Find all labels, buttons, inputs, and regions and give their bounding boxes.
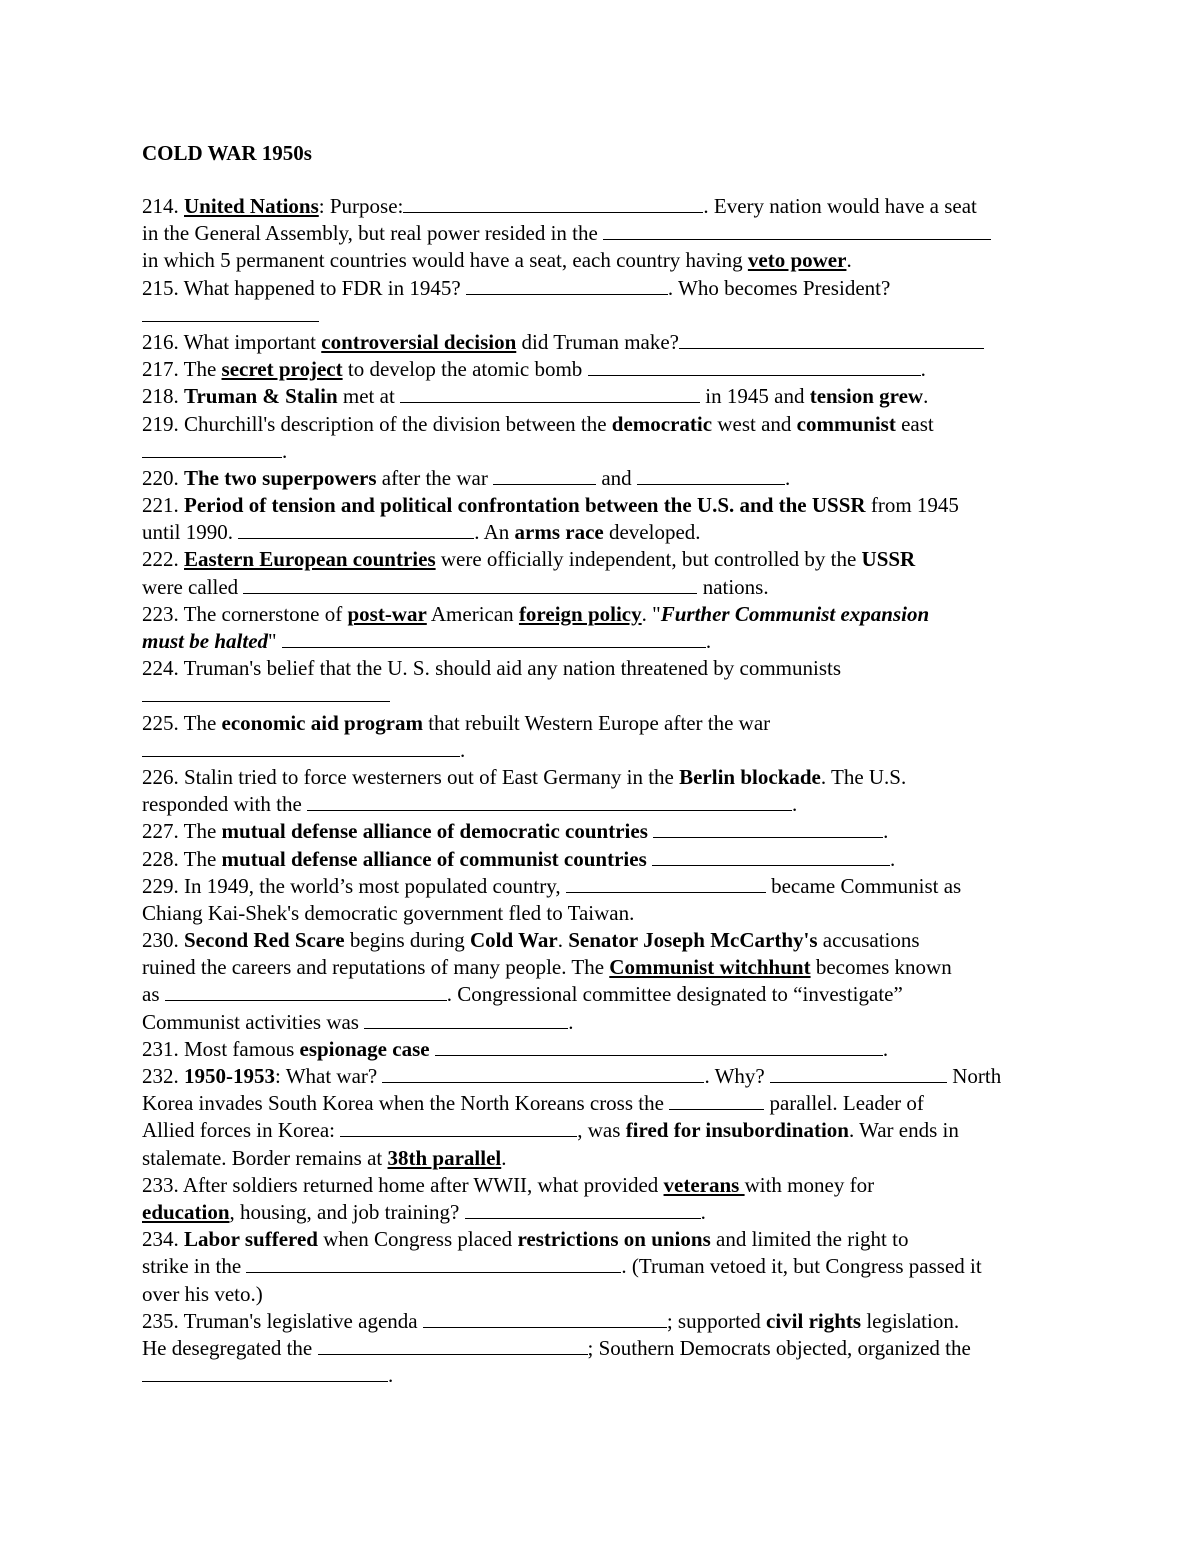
worksheet-text: parallel. Leader of [764, 1091, 924, 1116]
worksheet-text: Chiang Kai-Shek's democratic government fled to Taiwan. [142, 900, 635, 925]
answer-blank[interactable] [165, 983, 447, 1001]
worksheet-text: nations. [697, 574, 769, 599]
worksheet-text: 214. [142, 194, 184, 218]
worksheet-text: 226. Stalin tried to force westerners out of East Germany in the [142, 764, 680, 789]
worksheet-line [142, 1117, 1072, 1144]
worksheet-text: after the war [376, 465, 494, 490]
worksheet-text: met at [337, 384, 401, 409]
key-term: Truman & Stalin [184, 384, 338, 409]
worksheet-text: . War ends in [848, 1118, 959, 1143]
answer-blank[interactable] [566, 875, 766, 893]
worksheet-text: 219. Churchill's description of the division between the [142, 411, 612, 436]
answer-blank[interactable] [282, 630, 706, 648]
worksheet-text: . [792, 792, 798, 817]
answer-blank[interactable] [142, 1364, 388, 1382]
worksheet-text: 235. Truman's legislative agenda [142, 1308, 423, 1333]
key-term: veto power [747, 248, 847, 273]
worksheet-text: and [596, 465, 637, 490]
key-term: Communist witchhunt [609, 955, 811, 980]
worksheet-text: American [426, 601, 519, 626]
worksheet-text: . [846, 248, 852, 273]
worksheet-text: . [920, 357, 926, 382]
key-term: Senator Joseph McCarthy's [568, 928, 818, 953]
answer-blank[interactable] [238, 521, 474, 539]
worksheet-text: Communist activities was [142, 1009, 365, 1034]
worksheet-line [142, 682, 1072, 709]
key-term: Eastern European countries [184, 547, 436, 572]
key-term: secret project [221, 357, 343, 382]
worksheet-text: becomes known [810, 955, 952, 980]
worksheet-text: . Congressional committee designated to “investigate” [446, 982, 903, 1007]
worksheet-text: . [501, 1145, 507, 1170]
answer-blank[interactable] [770, 1065, 947, 1083]
worksheet-text: 222. [142, 547, 184, 572]
answer-blank[interactable] [142, 739, 460, 757]
worksheet-text: . [388, 1363, 394, 1388]
worksheet-text: : What war? [275, 1064, 383, 1088]
worksheet-text: begins during [344, 928, 471, 953]
worksheet-line [142, 1362, 1072, 1389]
worksheet-text: when Congress placed [317, 1227, 518, 1252]
worksheet-text: , housing, and job training? [229, 1199, 465, 1224]
worksheet-text: Korea invades South Korea when the North Koreans cross the [142, 1091, 670, 1116]
worksheet-line [142, 220, 1072, 247]
worksheet-text: legislation. [861, 1308, 960, 1333]
worksheet-line [142, 791, 1072, 818]
worksheet-line [142, 193, 1072, 220]
answer-blank[interactable] [423, 1310, 667, 1328]
key-term: arms race [514, 520, 604, 545]
worksheet-text: 225. The [142, 710, 222, 735]
worksheet-text: 229. In 1949, the world’s most populated country, [142, 873, 566, 898]
worksheet-text: 232. [142, 1064, 184, 1088]
worksheet-text: . Who becomes President? [667, 275, 891, 300]
worksheet-text: 215. What happened to FDR in 1945? [142, 275, 466, 300]
worksheet-text: east [895, 411, 934, 436]
worksheet-text: . [460, 737, 466, 762]
key-term: United Nations [184, 194, 319, 218]
key-term: democratic [611, 411, 713, 436]
answer-blank[interactable] [382, 1065, 704, 1083]
worksheet-line [142, 519, 1072, 546]
worksheet-line [142, 574, 1072, 601]
worksheet-text: over his veto.) [142, 1281, 263, 1306]
worksheet-text: 221. [142, 493, 184, 518]
page-title: COLD WAR 1950s [142, 141, 312, 165]
worksheet-text: 220. [142, 465, 184, 490]
worksheet-text: from 1945 [865, 493, 959, 518]
worksheet-text: 234. [142, 1227, 184, 1252]
worksheet-line [142, 655, 1072, 682]
answer-blank[interactable] [588, 358, 921, 376]
answer-blank[interactable] [364, 1011, 568, 1029]
key-term: 1950-1953 [184, 1064, 275, 1088]
worksheet-text: as [142, 982, 165, 1007]
key-term: Further Communist expansion [660, 601, 930, 626]
worksheet-body [142, 193, 1072, 1389]
worksheet-text: that rebuilt Western Europe after the war [422, 710, 771, 735]
answer-blank[interactable] [466, 277, 668, 295]
answer-blank[interactable] [307, 793, 792, 811]
worksheet-line [142, 764, 1072, 791]
worksheet-line [142, 628, 1072, 655]
worksheet-line [142, 275, 1072, 302]
worksheet-line [142, 818, 1072, 845]
worksheet-line [142, 302, 1072, 329]
answer-blank[interactable] [679, 331, 984, 349]
worksheet-text: developed. [603, 520, 701, 545]
worksheet-text: until 1990. [142, 520, 239, 545]
worksheet-page [142, 140, 1072, 1389]
worksheet-line [142, 737, 1072, 764]
worksheet-text: did Truman make? [516, 329, 680, 354]
worksheet-text: . [890, 846, 896, 871]
worksheet-text: . Why? [704, 1064, 770, 1088]
key-term: Labor suffered [184, 1227, 318, 1252]
worksheet-text: . [923, 384, 929, 409]
worksheet-line [142, 900, 1072, 927]
worksheet-text: responded with the [142, 792, 308, 817]
worksheet-text: were called [142, 574, 244, 599]
worksheet-line [142, 1335, 1072, 1362]
key-term: Period of tension and political confrontation between the U.S. and the USSR [184, 493, 866, 518]
key-term: education [142, 1199, 230, 1224]
worksheet-text: 223. The cornerstone of [142, 601, 348, 626]
worksheet-line [142, 846, 1072, 873]
worksheet-text: . [700, 1199, 706, 1224]
worksheet-line [142, 873, 1072, 900]
key-term: communist [796, 411, 896, 436]
answer-blank[interactable] [493, 467, 596, 485]
worksheet-text: became Communist as [765, 873, 962, 898]
worksheet-line [142, 1281, 1072, 1308]
worksheet-text: and limited the right to [710, 1227, 909, 1252]
answer-blank[interactable] [142, 684, 390, 702]
worksheet-text: . [705, 629, 712, 653]
worksheet-text: west and [712, 411, 797, 436]
worksheet-text: 216. What important [142, 329, 322, 354]
worksheet-line [142, 247, 1072, 274]
worksheet-line [142, 954, 1072, 981]
worksheet-text: . [557, 928, 569, 953]
worksheet-text: . [568, 1009, 574, 1034]
worksheet-text: 217. The [142, 357, 222, 382]
worksheet-line [142, 329, 1072, 356]
answer-blank[interactable] [435, 1038, 883, 1056]
worksheet-line [142, 1145, 1072, 1172]
worksheet-text: 230. [142, 928, 184, 953]
worksheet-line [142, 927, 1072, 954]
key-term: fired for insubordination [625, 1118, 849, 1143]
key-term: Berlin blockade [679, 764, 821, 789]
key-term: controversial decision [321, 329, 517, 354]
worksheet-line [142, 438, 1072, 465]
key-term: tension grew [809, 384, 924, 409]
worksheet-text: . An [474, 520, 515, 545]
worksheet-line [142, 1009, 1072, 1036]
answer-blank[interactable] [318, 1337, 588, 1355]
worksheet-line [142, 546, 1072, 573]
answer-blank[interactable] [603, 222, 991, 240]
worksheet-text: accusations [817, 928, 920, 953]
answer-blank[interactable] [142, 440, 282, 458]
answer-blank[interactable] [465, 1201, 701, 1219]
worksheet-text: . Every nation would have a seat [703, 194, 977, 218]
key-term: post-war [347, 601, 427, 626]
worksheet-text: . [882, 1036, 889, 1061]
worksheet-line [142, 1199, 1072, 1226]
worksheet-text: 227. The [142, 819, 222, 844]
worksheet-text: ; supported [666, 1308, 766, 1333]
key-term: economic aid program [221, 710, 423, 735]
worksheet-text: stalemate. Border remains at [142, 1145, 388, 1170]
worksheet-text: . (Truman vetoed it, but Congress passed it [621, 1254, 982, 1279]
answer-blank[interactable] [637, 467, 785, 485]
answer-blank[interactable] [669, 1092, 764, 1110]
answer-blank[interactable] [340, 1119, 577, 1137]
key-term: 38th parallel [387, 1145, 502, 1170]
worksheet-text: 218. [142, 384, 184, 409]
answer-blank[interactable] [243, 576, 697, 594]
worksheet-line [142, 492, 1072, 519]
worksheet-line [142, 383, 1072, 410]
key-term: restrictions on unions [517, 1227, 711, 1252]
worksheet-text: to develop the atomic bomb [342, 357, 588, 382]
worksheet-text: . [883, 819, 889, 844]
answer-blank[interactable] [142, 304, 319, 322]
worksheet-line [142, 710, 1072, 737]
worksheet-line [142, 356, 1072, 383]
worksheet-text: were officially independent, but controlled by the [435, 547, 862, 572]
worksheet-text: 231. Most famous [142, 1036, 300, 1061]
key-term: Cold War [470, 928, 558, 953]
worksheet-line [142, 1308, 1072, 1335]
worksheet-line [142, 1172, 1072, 1199]
worksheet-text: North [947, 1064, 1002, 1088]
worksheet-line [142, 1253, 1072, 1280]
worksheet-text: with money for [744, 1172, 875, 1197]
worksheet-text: . [282, 438, 288, 463]
worksheet-line [142, 981, 1072, 1008]
worksheet-line [142, 1036, 1072, 1063]
key-term: Second Red Scare [184, 928, 345, 953]
worksheet-text: 224. Truman's belief that the U. S. should aid any nation threatened by communists [142, 656, 842, 681]
worksheet-text: ; Southern Democrats objected, organized the [587, 1335, 971, 1360]
worksheet-text: in which 5 permanent countries would have a seat, each country having [142, 248, 748, 273]
key-term: civil rights [766, 1308, 862, 1333]
answer-blank[interactable] [400, 385, 700, 403]
key-term: foreign policy [518, 601, 642, 626]
worksheet-line [142, 1063, 1072, 1090]
worksheet-text: : Purpose: [318, 194, 404, 218]
worksheet-text: 228. The [142, 846, 222, 871]
key-term: USSR [861, 547, 916, 572]
answer-blank[interactable] [652, 848, 890, 866]
worksheet-text: strike in the [142, 1254, 247, 1279]
worksheet-text: . The U.S. [820, 764, 907, 789]
worksheet-text: . [784, 465, 791, 490]
worksheet-text: , was [577, 1118, 626, 1143]
worksheet-line [142, 601, 1072, 628]
worksheet-line [142, 1226, 1072, 1253]
key-term: The two superpowers [184, 465, 377, 490]
key-term: mutual defense alliance of democratic countries [221, 819, 648, 844]
worksheet-text: ruined the careers and reputations of many people. The [142, 955, 610, 980]
answer-blank[interactable] [653, 820, 883, 838]
worksheet-line [142, 465, 1072, 492]
worksheet-text: " [268, 629, 282, 653]
worksheet-text: in 1945 and [700, 384, 810, 409]
worksheet-text: Allied forces in Korea: [142, 1118, 341, 1143]
worksheet-text: 233. After soldiers returned home after WWII, what provided [142, 1172, 664, 1197]
worksheet-text: He desegregated the [142, 1335, 318, 1360]
worksheet-line [142, 411, 1072, 438]
key-term: mutual defense alliance of communist countries [221, 846, 647, 871]
key-term: must be halted [142, 629, 269, 653]
worksheet-line [142, 1090, 1072, 1117]
answer-blank[interactable] [403, 195, 703, 213]
key-term: espionage case [299, 1036, 430, 1061]
worksheet-text: in the General Assembly, but real power resided in the [142, 221, 604, 246]
worksheet-text: . " [641, 601, 661, 626]
answer-blank[interactable] [246, 1255, 621, 1273]
key-term: veterans [663, 1172, 745, 1197]
